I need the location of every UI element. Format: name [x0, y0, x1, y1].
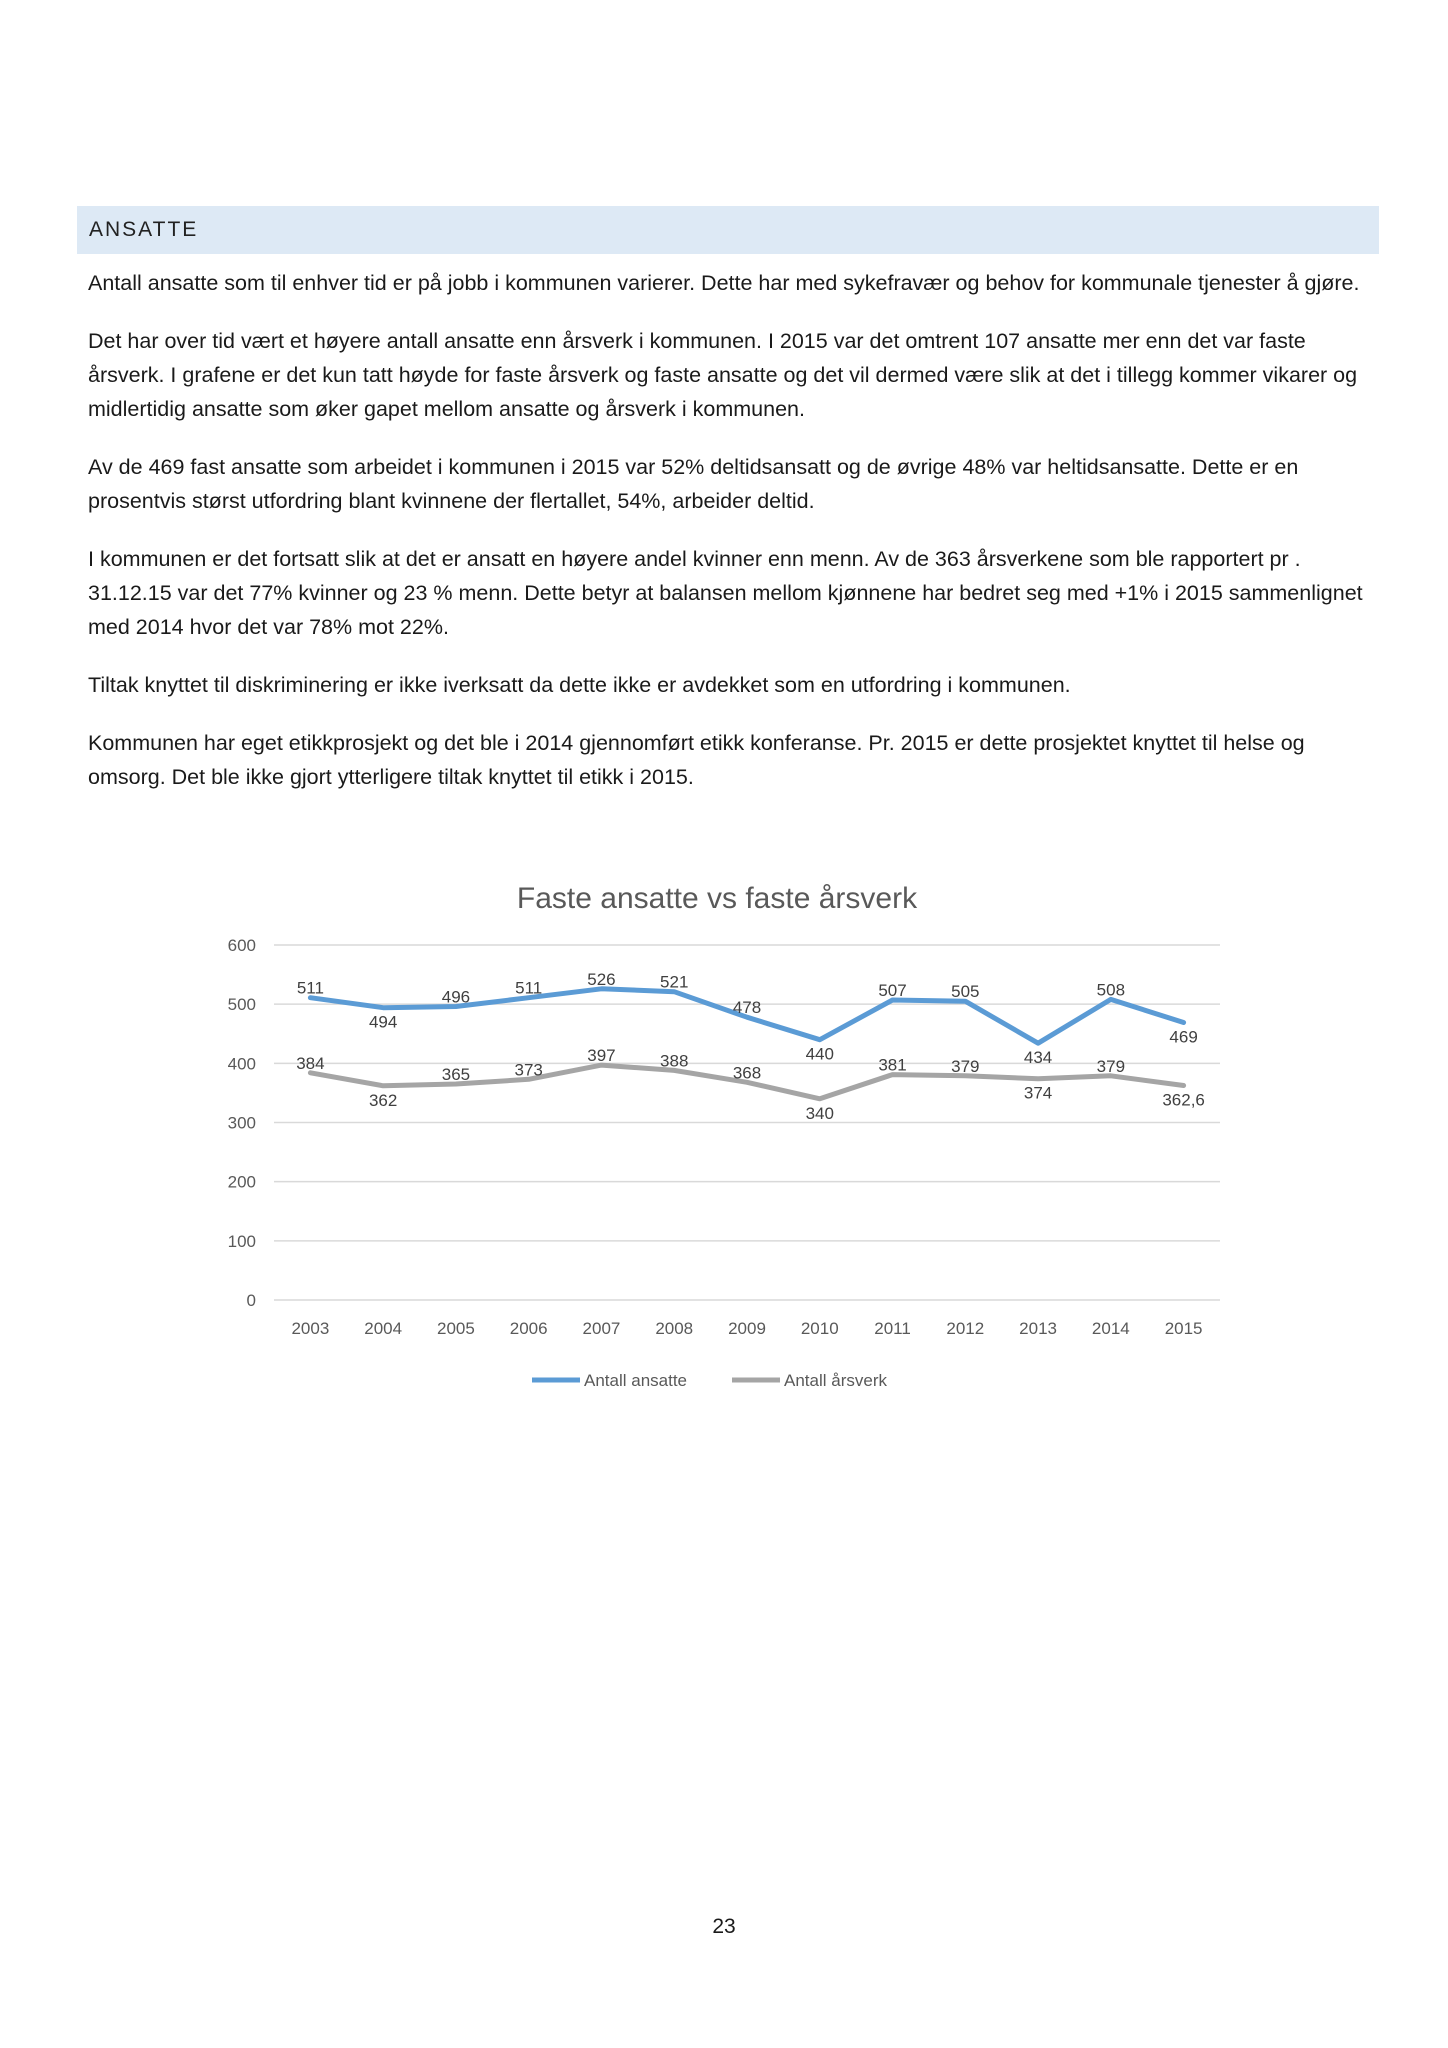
data-label: 374 [1023, 1083, 1053, 1103]
paragraph-4: I kommunen er det fortsatt slik at det er ansatt en høyere andel kvinner enn menn. Av de 363 årsverkene som ble rapportert pr . 31.12.15 var det 77% kvinner og 23 % menn. Dette betyr at balansen mellom kjønnene har bedret seg med +1% i 2015 sammenlignet med 2014 hvor det var 78% mot 22%. [88, 547, 1363, 639]
section-heading-bar [77, 206, 1379, 254]
data-label: 384 [296, 1053, 325, 1073]
y-tick-label: 600 [227, 936, 256, 955]
paragraph-3: Av de 469 fast ansatte som arbeidet i kommunen i 2015 var 52% deltidsansatt og de øvrige 48% var heltidsansatte. Dette er en prosentvis størst utfordring blant kvinnene der flertallet, 54%, arbeider deltid. [88, 455, 1299, 513]
data-label: 388 [660, 1051, 689, 1071]
chart-title: Faste ansatte vs faste årsverk [516, 882, 918, 915]
y-tick-label: 400 [227, 1054, 256, 1074]
data-label: 397 [587, 1046, 616, 1066]
y-tick-label: 200 [227, 1172, 256, 1192]
data-label: 469 [1169, 1027, 1198, 1047]
y-tick-label: 500 [227, 995, 256, 1015]
data-label: 508 [1096, 980, 1126, 1000]
x-tick-label: 2004 [364, 1319, 403, 1338]
x-tick-label: 2011 [874, 1319, 911, 1338]
legend-label: Antall ansatte [584, 1371, 688, 1390]
x-tick-label: 2007 [582, 1319, 621, 1338]
data-label: 478 [732, 998, 762, 1018]
data-label: 526 [587, 969, 616, 989]
x-tick-label: 2003 [291, 1319, 330, 1338]
data-label: 511 [296, 978, 324, 998]
data-label: 494 [368, 1012, 398, 1032]
data-label: 379 [1096, 1056, 1126, 1076]
data-label: 362 [368, 1090, 398, 1110]
x-tick-label: 2006 [509, 1319, 548, 1338]
section-heading: ANSATTE [89, 218, 199, 241]
data-label: 521 [660, 972, 689, 992]
data-label: 505 [951, 982, 980, 1002]
x-tick-label: 2014 [1091, 1319, 1130, 1338]
x-tick-label: 2009 [728, 1319, 766, 1338]
page-number: 23 [712, 1915, 736, 1938]
x-tick-label: 2010 [800, 1319, 839, 1338]
data-label: 434 [1023, 1048, 1053, 1068]
data-label: 507 [878, 981, 907, 1001]
legend-label: Antall årsverk [784, 1371, 887, 1390]
paragraph-2: Det har over tid vært et høyere antall ansatte enn årsverk i kommunen. I 2015 var det omtrent 107 ansatte mer enn det var faste årsverk. I grafene er det kun tatt høyde for faste årsverk og faste ansatte og det vil dermed være slik at det i tillegg kommer vikarer og midlertidig ansatte som øker gapet mellom ansatte og årsverk i kommunen. [88, 329, 1358, 421]
paragraph-6: Kommunen har eget etikkprosjekt og det ble i 2014 gjennomført etikk konferanse. Pr. 2015 er dette prosjektet knyttet til helse og omsorg. Det ble ikke gjort ytterligere tiltak knyttet til etikk i 2015. [88, 731, 1305, 789]
data-label: 381 [878, 1055, 907, 1075]
data-label: 365 [441, 1065, 471, 1085]
data-label: 511 [515, 978, 543, 998]
data-label: 440 [805, 1044, 834, 1064]
x-tick-label: 2005 [437, 1319, 475, 1338]
x-tick-label: 2012 [946, 1319, 985, 1338]
line-chart [200, 860, 1250, 1420]
data-label: 368 [732, 1063, 762, 1083]
data-label: 496 [441, 987, 471, 1007]
y-tick-label: 100 [227, 1231, 256, 1251]
body-text [88, 266, 1378, 818]
data-label: 340 [805, 1103, 834, 1123]
data-label: 362,6 [1162, 1090, 1205, 1110]
y-tick-label: 300 [227, 1113, 256, 1133]
x-tick-label: 2013 [1019, 1319, 1057, 1338]
data-label: 373 [514, 1060, 543, 1080]
x-tick-label: 2015 [1164, 1319, 1203, 1338]
paragraph-1: Antall ansatte som til enhver tid er på jobb i kommunen varierer. Dette har med sykefravær og behov for kommunale tjenester å gjøre. [88, 271, 1360, 295]
data-label: 379 [951, 1056, 980, 1076]
x-tick-label: 2008 [655, 1319, 694, 1338]
y-tick-label: 0 [246, 1291, 256, 1310]
paragraph-5: Tiltak knyttet til diskriminering er ikke iverksatt da dette ikke er avdekket som en utfordring i kommunen. [88, 673, 1071, 697]
